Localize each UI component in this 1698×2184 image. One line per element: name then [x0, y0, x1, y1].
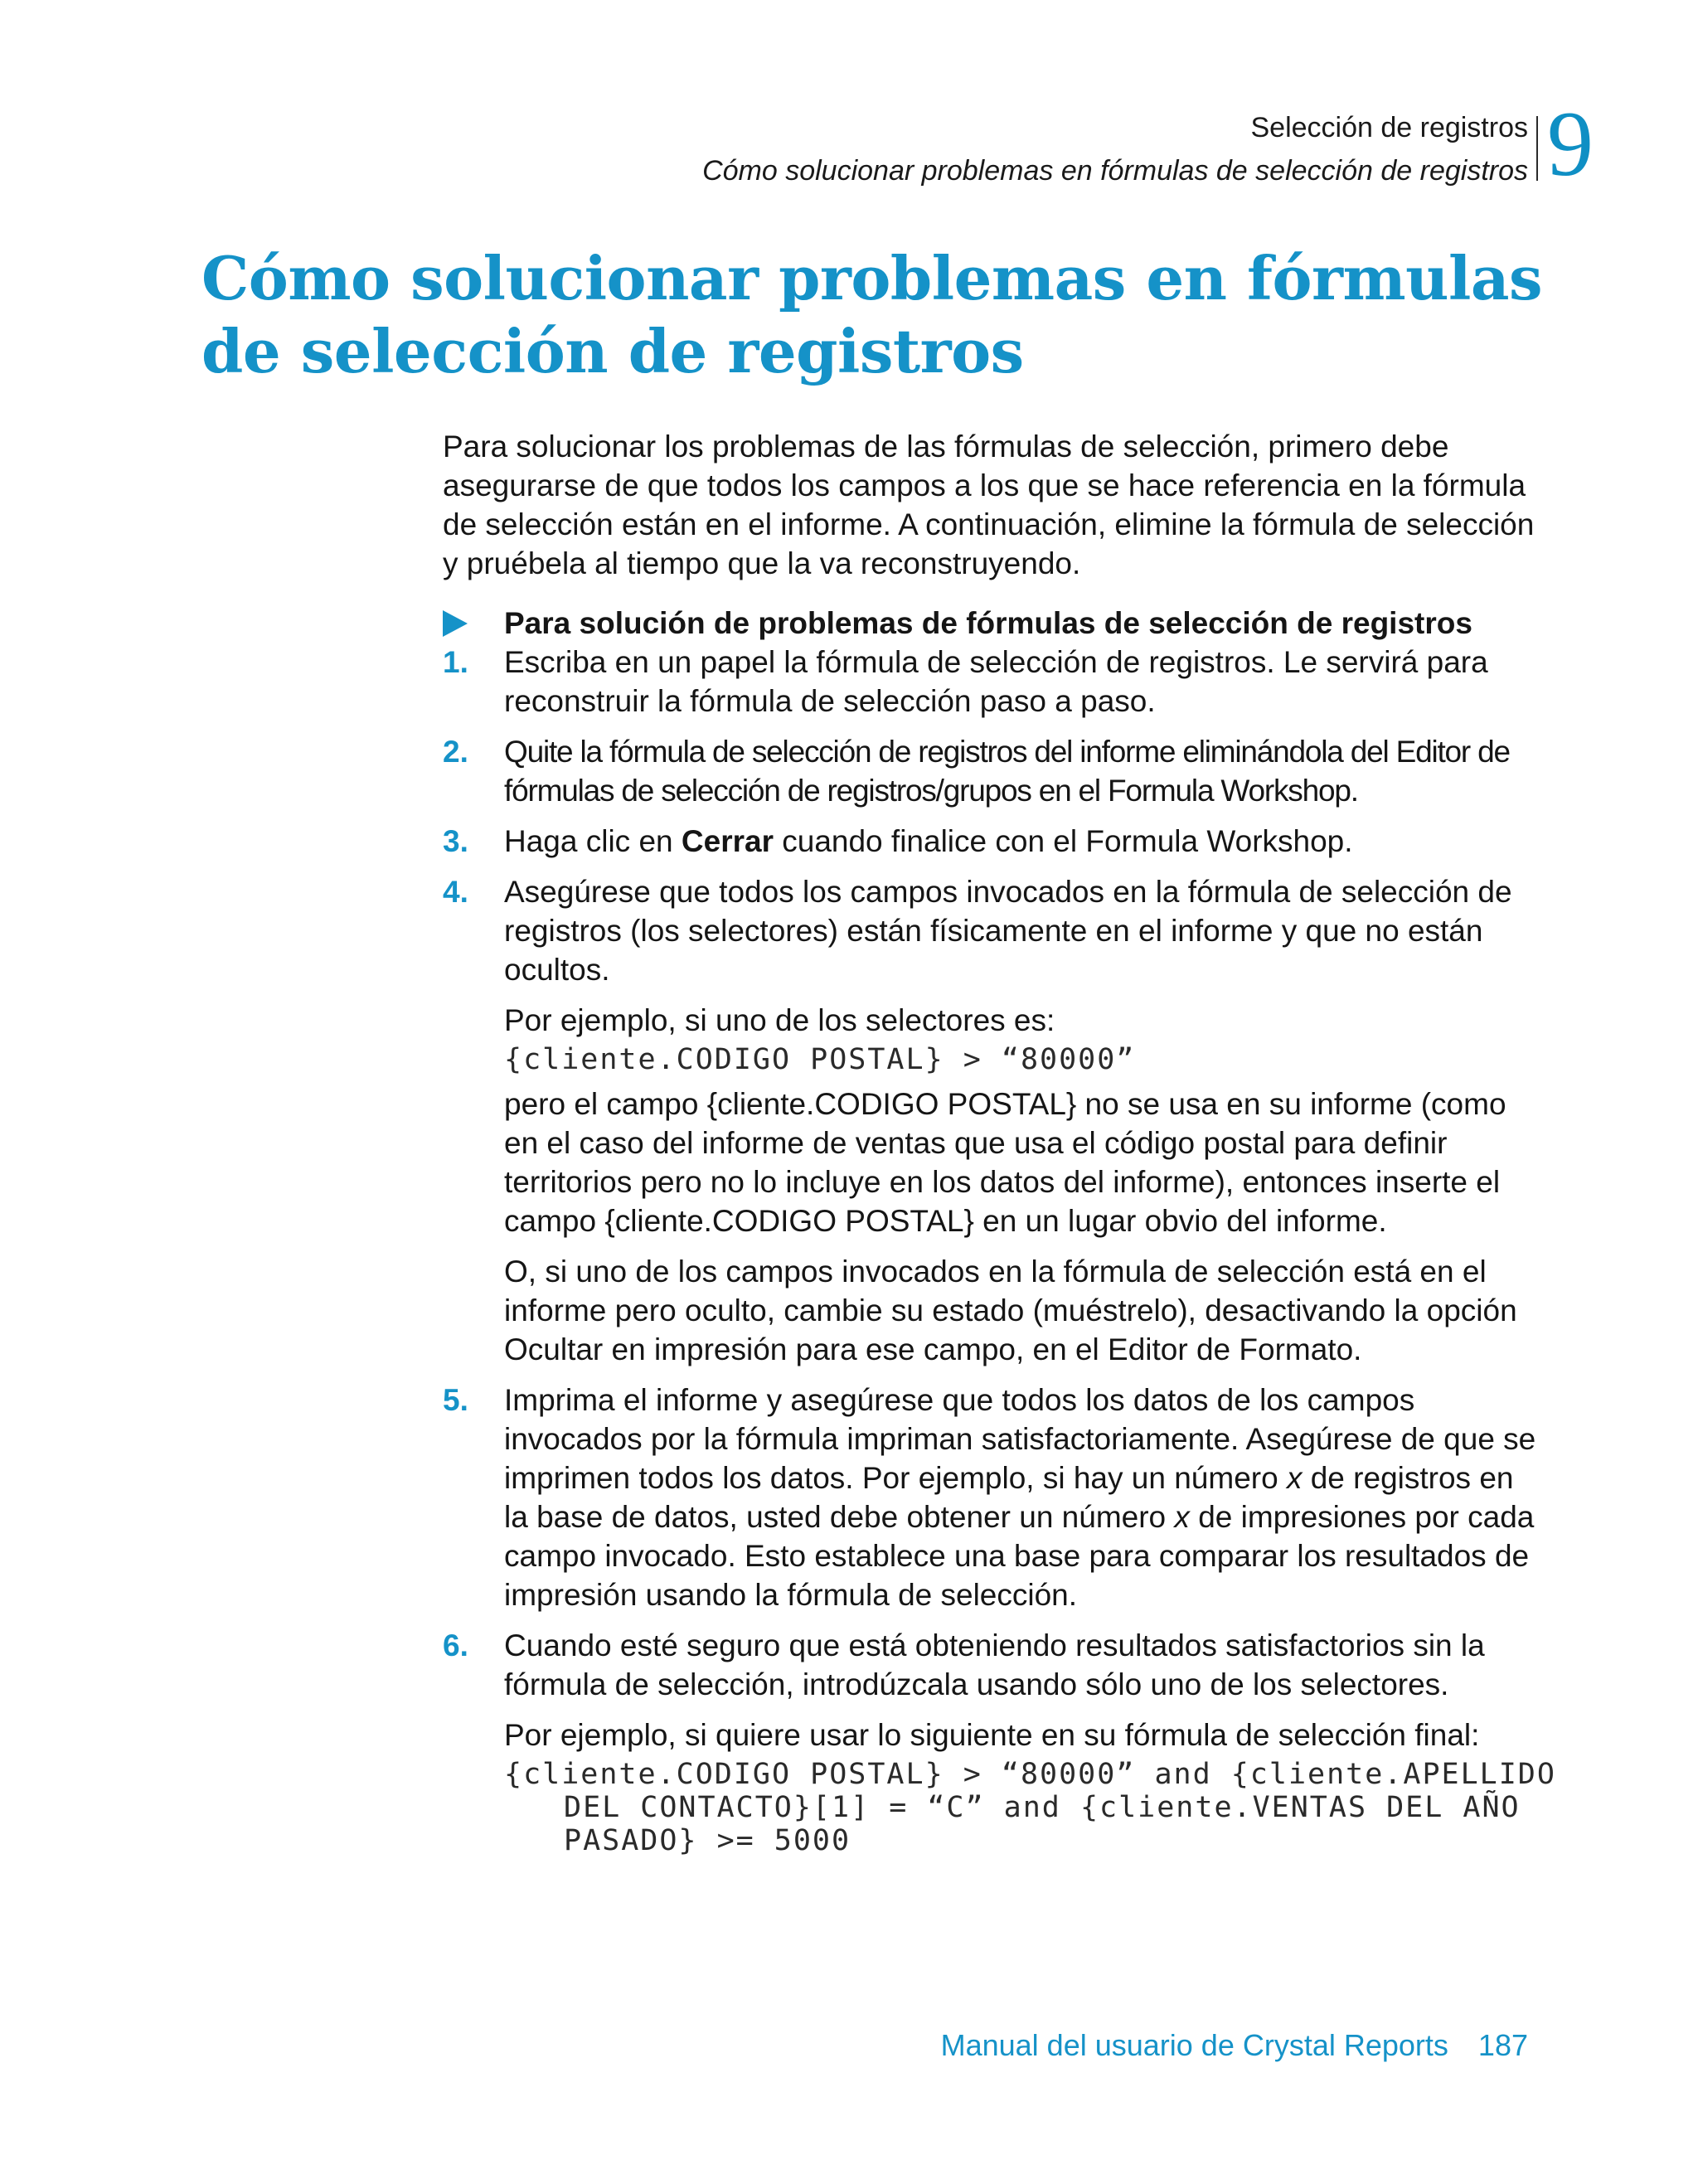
- procedure-heading: [443, 604, 1537, 643]
- example-intro: Por ejemplo, si uno de los selectores es:: [504, 1003, 1055, 1037]
- step-text-part: cuando finalice con el Formula Workshop.: [773, 824, 1353, 858]
- step-text: Escriba en un papel la fórmula de selección de registros. Le servirá para reconstruir la fórmula de selección paso a paso.: [504, 645, 1488, 718]
- code-example: {cliente.CODIGO POSTAL} > “80000”: [504, 1043, 1136, 1076]
- variable-x: x: [1286, 1461, 1303, 1495]
- step-number: 2.: [443, 735, 468, 769]
- chapter-number: 9: [1547, 93, 1594, 196]
- step-4: [443, 872, 1537, 1369]
- example-intro: Por ejemplo, si quiere usar lo siguiente en su fórmula de selección final:: [504, 1718, 1480, 1752]
- code-line: {cliente.CODIGO POSTAL} > “80000” and {cliente.APELLIDO: [504, 1758, 1556, 1791]
- step-number: 3.: [443, 824, 468, 858]
- step-text: Asegúrese que todos los campos invocados en la fórmula de selección de registros (los selectores) están físicamente en el informe y que no están ocultos.: [504, 875, 1512, 987]
- step-paragraph: O, si uno de los campos invocados en la fórmula de selección está en el informe pero oculto, cambie su estado (muéstrelo), desactivando la opción Ocultar en impresión para ese campo, en el Editor de Formato.: [504, 1255, 1517, 1366]
- page-number: 187: [1477, 2028, 1528, 2062]
- header-subsection-title: Cómo solucionar problemas en fórmulas de selección de registros: [702, 155, 1528, 187]
- step-1: [443, 643, 1537, 721]
- step-3: [443, 822, 1537, 861]
- triangle-right-icon: [443, 610, 468, 637]
- page-title: Cómo solucionar problemas en fórmulas de selección de registros: [201, 243, 1543, 386]
- step-number: 5.: [443, 1383, 468, 1417]
- code-example: [504, 1758, 1556, 1857]
- step-text-part: de registros en la base de datos, usted debe obtener un número: [504, 1461, 1514, 1534]
- step-5: [443, 1381, 1537, 1614]
- code-line: PASADO} >= 5000: [564, 1824, 851, 1857]
- step-text: [504, 822, 1537, 861]
- step-text: Quite la fórmula de selección de registros del informe eliminándola del Editor de fórmulas de selección de registros/grupos en el Formula Workshop.: [504, 735, 1510, 808]
- step-2: [443, 732, 1537, 810]
- intro-paragraph: Para solucionar los problemas de las fórmulas de selección, primero debe asegurarse de que todos los campos a los que se hace referencia en la fórmula de selección están en el informe. A continuación, elimine la fórmula de selección y pruébela al tiempo que la va reconstruyendo.: [443, 430, 1535, 580]
- page-body: [443, 427, 1556, 1869]
- step-paragraph: pero el campo {cliente.CODIGO POSTAL} no se usa en su informe (como en el caso del informe de ventas que usa el código postal para definir territorios pero no lo incluye en los datos del informe), entonces inserte el campo {cliente.CODIGO POSTAL} en un lugar obvio del informe.: [504, 1087, 1506, 1238]
- page-footer: [941, 2028, 1528, 2063]
- step-6: [443, 1626, 1556, 1857]
- running-header: [702, 106, 1528, 192]
- step-text: [504, 1381, 1537, 1614]
- step-number: 6.: [443, 1628, 468, 1662]
- variable-x: x: [1174, 1500, 1190, 1534]
- step-number: 4.: [443, 875, 468, 909]
- chapter-divider: [1536, 116, 1538, 181]
- close-button-reference: Cerrar: [681, 824, 774, 858]
- step-text: Cuando esté seguro que está obteniendo resultados satisfactorios sin la fórmula de selección, introdúzcala usando sólo uno de los selectores.: [504, 1628, 1485, 1701]
- book-title: Manual del usuario de Crystal Reports: [940, 2028, 1448, 2062]
- step-text-part: Imprima el informe y asegúrese que todos los datos de los campos invocados por la fórmula impriman satisfactoriamente. Asegúrese de que se imprimen todos los datos. Por ejemplo, si hay un número: [504, 1383, 1536, 1495]
- step-text-part: de impresiones por cada campo invocado. Esto establece una base para comparar los resultados de impresión usando la fórmula de selección.: [504, 1500, 1535, 1612]
- procedure-title: Para solución de problemas de fórmulas de selección de registros: [504, 606, 1472, 640]
- code-line: DEL CONTACTO}[1] = “C” and {cliente.VENTAS DEL AÑO: [564, 1791, 1521, 1824]
- header-section-title: Selección de registros: [1250, 112, 1528, 143]
- step-number: 1.: [443, 645, 468, 679]
- step-text-part: Haga clic en: [504, 824, 682, 858]
